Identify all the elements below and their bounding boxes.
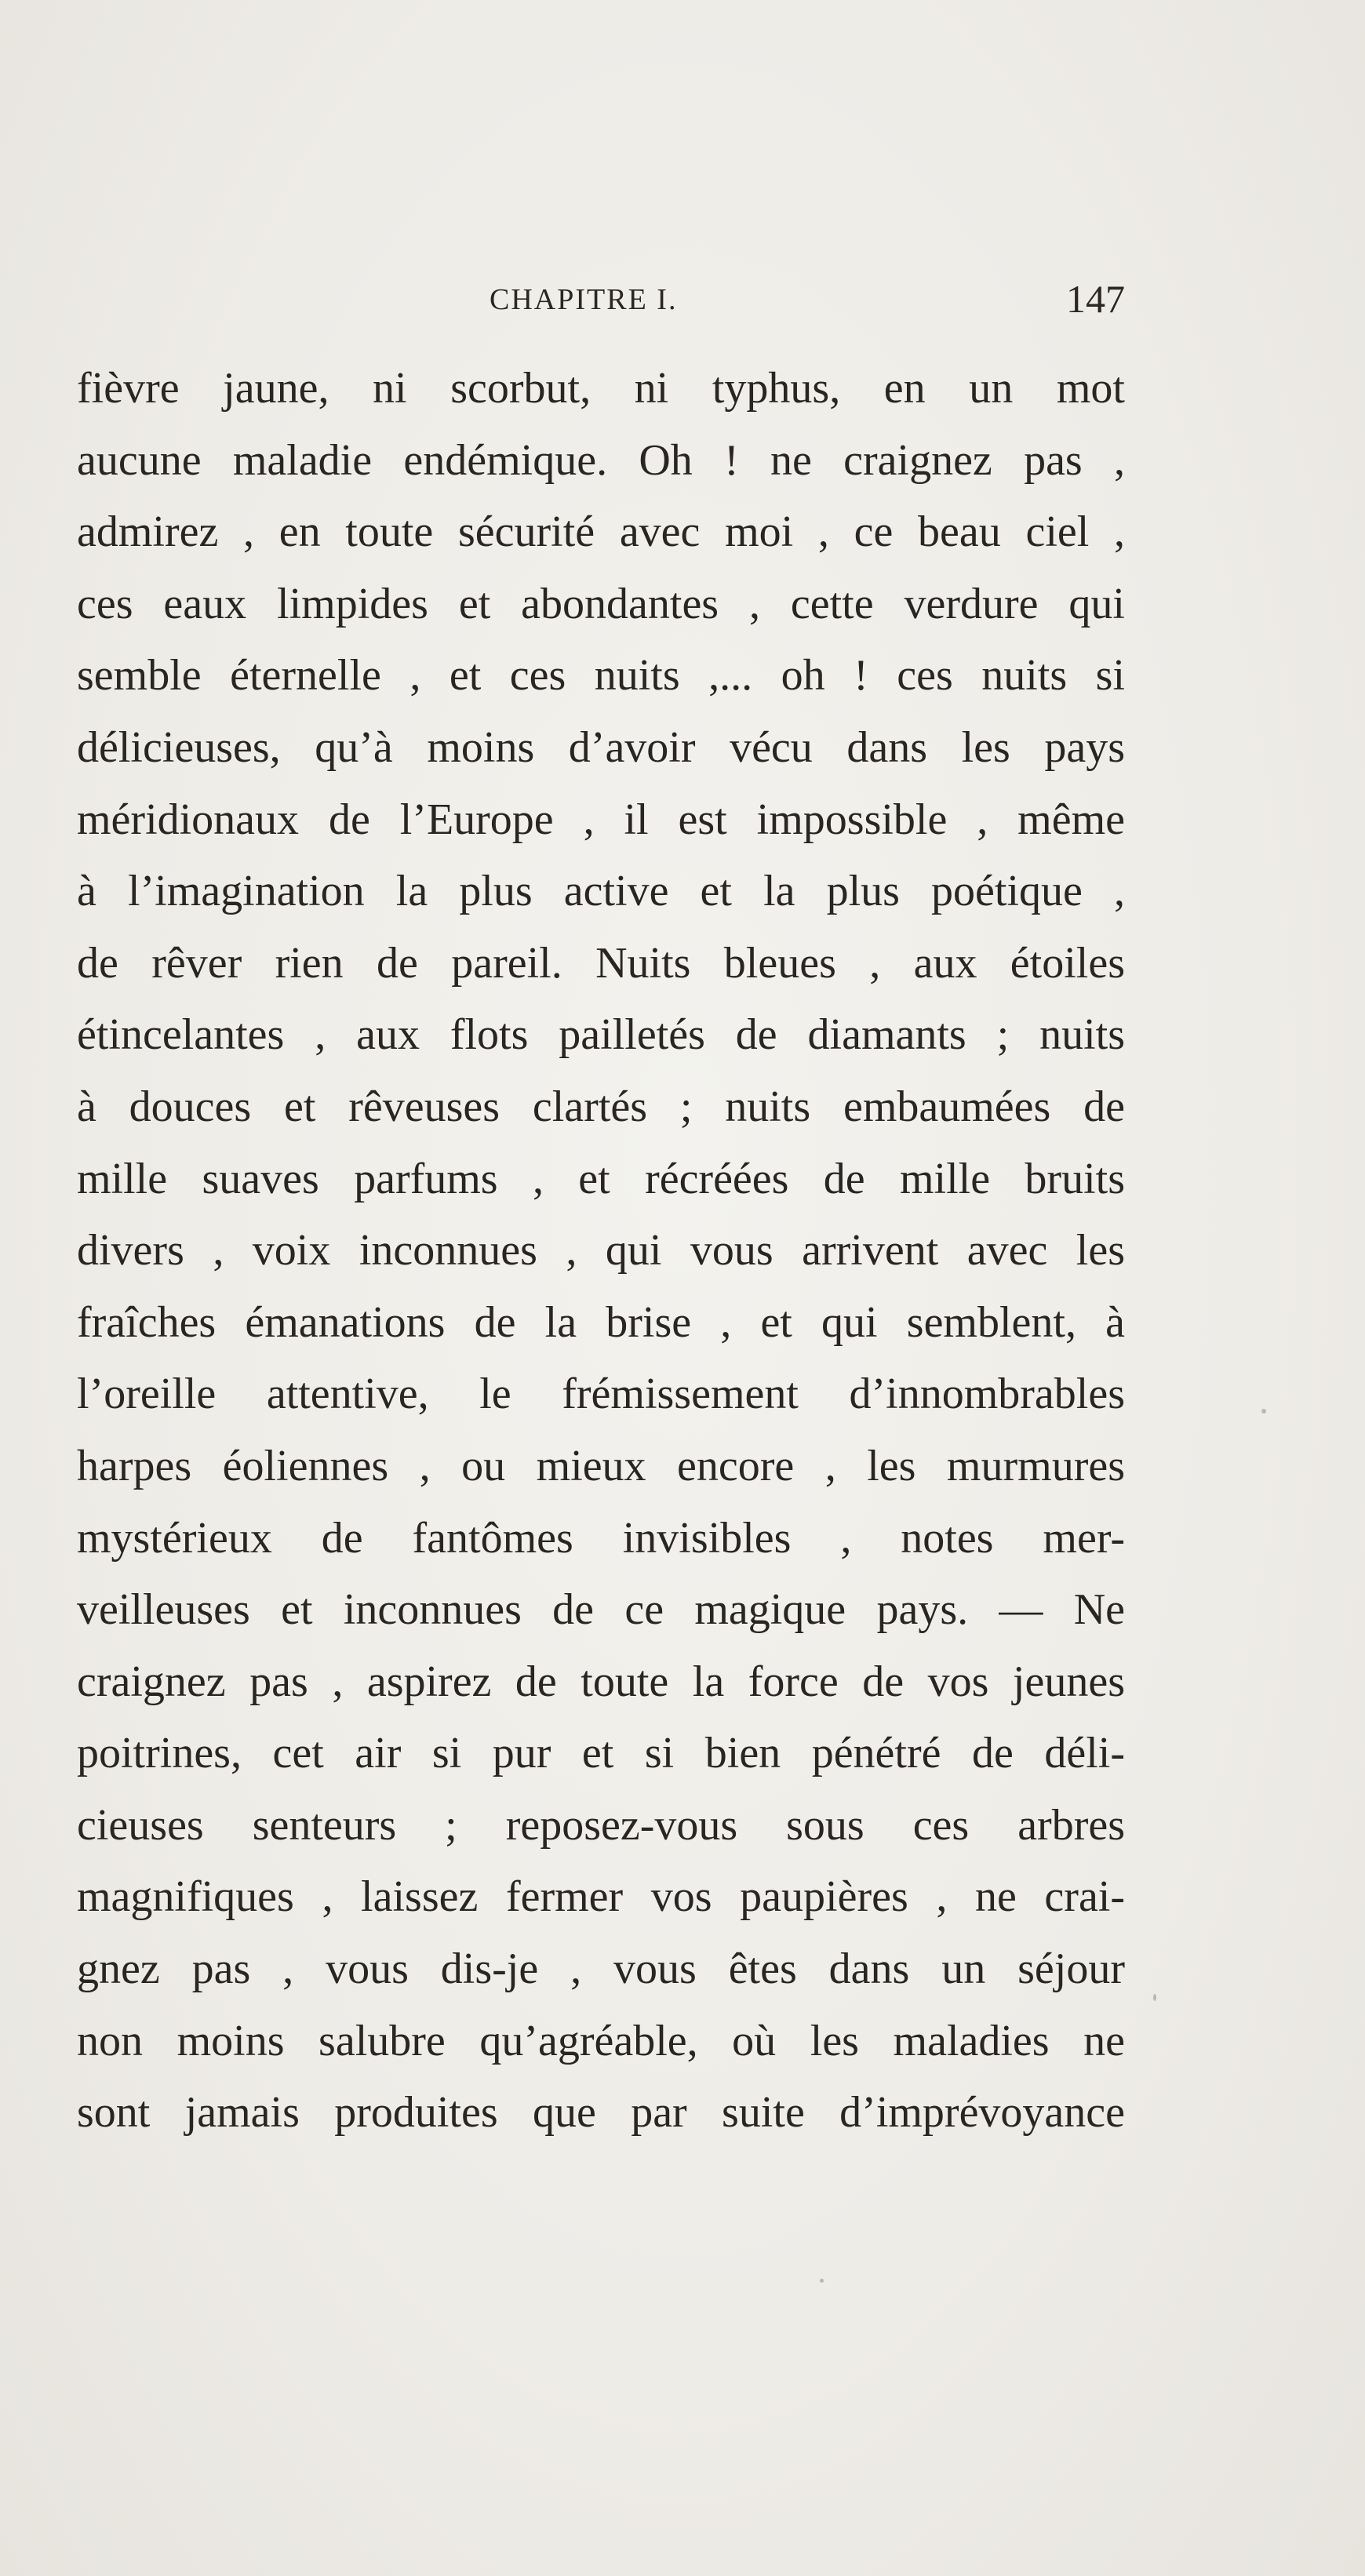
text-line: étincelantes , aux flots pailletés de diamants ; nuits (77, 1010, 1125, 1060)
text-line: semble éternelle , et ces nuits ,... oh ! ces nuits si (77, 651, 1125, 700)
text-line: méridionaux de l’Europe , il est impossible , même (77, 795, 1125, 844)
text-line: fièvre jaune, ni scorbut, ni typhus, en un mot (77, 364, 1125, 413)
text-line: ces eaux limpides et abondantes , cette verdure qui (77, 579, 1125, 628)
text-line: cieuses senteurs ; reposez-vous sous ces arbres (77, 1800, 1125, 1850)
page-number: 147 (1066, 277, 1125, 321)
text-line: divers , voix inconnues , qui vous arrivent avec les (77, 1226, 1125, 1275)
chapter-title: CHAPITRE I. (490, 283, 678, 316)
running-head (77, 276, 1125, 323)
text-line: délicieuses, qu’à moins d’avoir vécu dans les pays (77, 722, 1125, 772)
text-line: mille suaves parfums , et récréées de mille bruits (77, 1154, 1125, 1203)
text-line: admirez , en toute sécurité avec moi , ce beau ciel , (77, 508, 1125, 557)
paper-speck (1261, 1409, 1266, 1414)
text-line: magnifiques , laissez fermer vos paupières , ne crai- (77, 1872, 1125, 1922)
text-line: veilleuses et inconnues de ce magique pays. — Ne (77, 1585, 1125, 1635)
text-line: sont jamais produites que par suite d’imprévoyance (77, 2088, 1125, 2138)
text-line: craignez pas , aspirez de toute la force de vos jeunes (77, 1657, 1125, 1706)
paper-speck (820, 2279, 824, 2283)
text-line: de rêver rien de pareil. Nuits bleues , aux étoiles (77, 938, 1125, 988)
text-line: non moins salubre qu’agréable, où les maladies ne (77, 2016, 1125, 2065)
text-line: aucune maladie endémique. Oh ! ne craignez pas , (77, 435, 1125, 485)
text-line: mystérieux de fantômes invisibles , notes mer- (77, 1513, 1125, 1563)
text-line: à l’imagination la plus active et la plus poétique , (77, 867, 1125, 916)
text-line: à douces et rêveuses clartés ; nuits embaumées de (77, 1082, 1125, 1131)
body-text (77, 353, 1125, 2149)
text-line: gnez pas , vous dis-je , vous êtes dans un séjour (77, 1945, 1125, 1994)
paper-speck (1153, 1994, 1156, 2001)
text-line: harpes éoliennes , ou mieux encore , les murmures (77, 1441, 1125, 1490)
text-line: fraîches émanations de la brise , et qui semblent, à (77, 1297, 1125, 1347)
text-line: poitrines, cet air si pur et si bien pénétré de déli- (77, 1729, 1125, 1778)
text-line: l’oreille attentive, le frémissement d’innombrables (77, 1370, 1125, 1419)
